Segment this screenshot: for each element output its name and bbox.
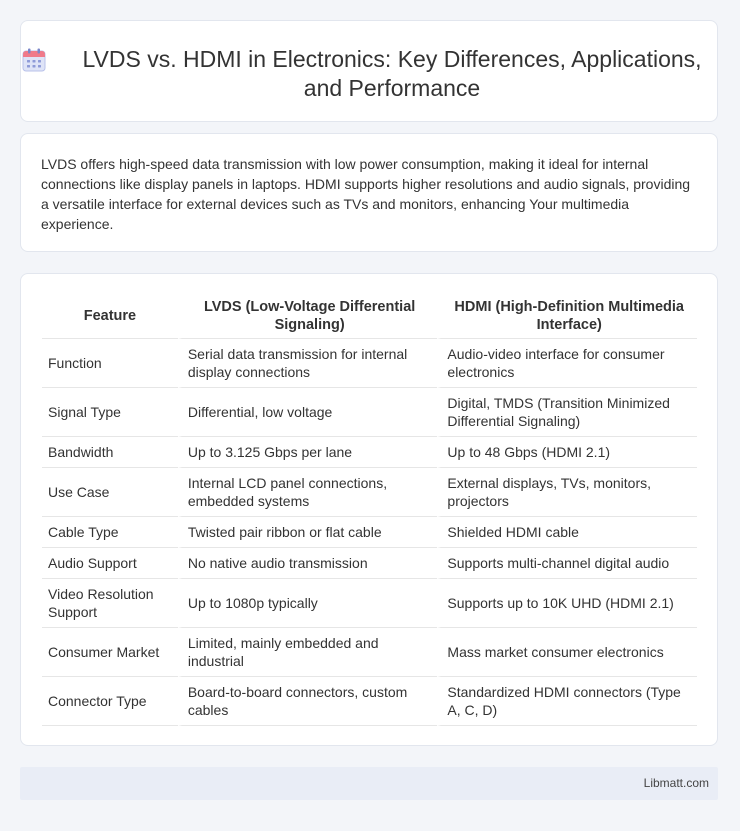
feature-cell: Signal Type [42, 388, 178, 437]
footer-site-link[interactable]: Libmatt.com [643, 776, 709, 790]
lvds-cell: Differential, low voltage [178, 388, 438, 437]
feature-cell: Use Case [42, 468, 178, 517]
feature-cell: Audio Support [42, 548, 178, 579]
hdmi-cell: Audio-video interface for consumer electronics [437, 339, 697, 388]
table-row [42, 339, 697, 388]
lvds-cell: Twisted pair ribbon or flat cable [178, 517, 438, 548]
calendar-icon [21, 47, 47, 73]
feature-cell: Bandwidth [42, 437, 178, 468]
table-row [42, 548, 697, 579]
lvds-cell: Serial data transmission for internal display connections [178, 339, 438, 388]
hdmi-cell: Up to 48 Gbps (HDMI 2.1) [437, 437, 697, 468]
table-row [42, 579, 697, 628]
lvds-cell: Up to 1080p typically [178, 579, 438, 628]
hdmi-cell: Mass market consumer electronics [437, 628, 697, 677]
hdmi-cell: Supports up to 10K UHD (HDMI 2.1) [437, 579, 697, 628]
hdmi-cell: Supports multi-channel digital audio [437, 548, 697, 579]
title-card [20, 20, 718, 122]
hdmi-cell: Standardized HDMI connectors (Type A, C, D) [437, 677, 697, 726]
intro-card [20, 133, 718, 252]
intro-text: LVDS offers high-speed data transmission with low power consumption, making it ideal for internal connections like display panels in laptops. HDMI supports higher resolutions and audio signals, providing a versatile interface for external devices such as TVs and monitors, enhancing Your multimedia experience. [41, 156, 691, 232]
lvds-cell: Internal LCD panel connections, embedded systems [178, 468, 438, 517]
hdmi-cell: Digital, TMDS (Transition Minimized Differential Signaling) [437, 388, 697, 437]
lvds-cell: Board-to-board connectors, custom cables [178, 677, 438, 726]
table-row [42, 517, 697, 548]
footer [20, 767, 718, 800]
feature-cell: Cable Type [42, 517, 178, 548]
header-hdmi: HDMI (High-Definition Multimedia Interface) [437, 294, 697, 339]
page-title: LVDS vs. HDMI in Electronics: Key Differences, Applications, and Performance [82, 46, 702, 101]
header-feature: Feature [42, 294, 178, 339]
feature-cell: Connector Type [42, 677, 178, 726]
feature-cell: Video Resolution Support [42, 579, 178, 628]
feature-cell: Consumer Market [42, 628, 178, 677]
hdmi-cell: External displays, TVs, monitors, projectors [437, 468, 697, 517]
feature-cell: Function [42, 339, 178, 388]
table-row [42, 468, 697, 517]
table-row [42, 628, 697, 677]
lvds-cell: Up to 3.125 Gbps per lane [178, 437, 438, 468]
comparison-table [42, 294, 697, 726]
header-lvds: LVDS (Low-Voltage Differential Signaling) [178, 294, 438, 339]
table-row [42, 437, 697, 468]
table-row [42, 388, 697, 437]
lvds-cell: Limited, mainly embedded and industrial [178, 628, 438, 677]
table-row [42, 677, 697, 726]
table-header-row [42, 294, 697, 339]
comparison-card [20, 273, 718, 746]
lvds-cell: No native audio transmission [178, 548, 438, 579]
hdmi-cell: Shielded HDMI cable [437, 517, 697, 548]
